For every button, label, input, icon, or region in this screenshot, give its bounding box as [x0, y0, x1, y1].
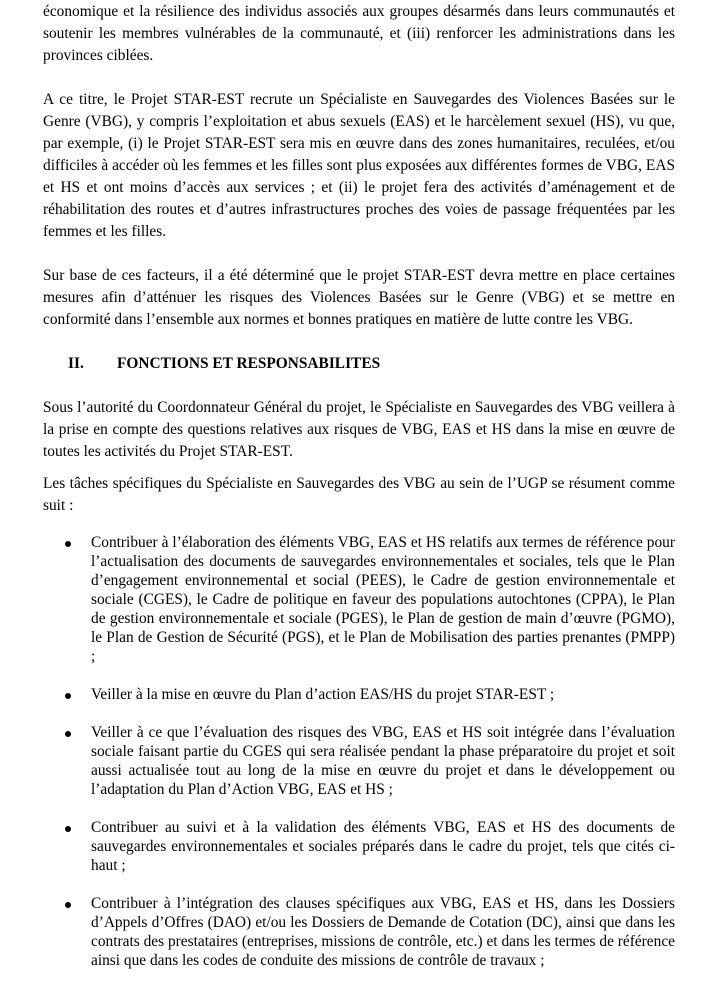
tasks-list: [43, 533, 675, 970]
list-item: [43, 533, 675, 666]
authority-paragraph: Sous l’autorité du Coordonnateur Général du projet, le Spécialiste en Sauvegardes des VBG veillera à la prise en compte des questions relatives aux risques de VBG, EAS et HS dans la mise en œuvre de toutes les activités du Projet STAR-EST.: [43, 399, 675, 460]
bullet-icon: [65, 541, 71, 547]
list-item: [43, 723, 675, 799]
list-item-text: Contribuer à l’intégration des clauses spécifiques aux VBG, EAS et HS, dans les Dossiers d’Appels d’Offres (DAO) et/ou les Dossiers de Demande de Cotation (DC), ainsi que dans les contrats des prestataires (entreprises, missions de contrôle, etc.) et dans les termes de référence ainsi que dans les codes de conduite des missions de contrôle de travaux ;: [91, 895, 675, 969]
list-item: [43, 685, 675, 704]
section-heading: [43, 353, 675, 375]
measures-paragraph: Sur base de ces facteurs, il a été déterminé que le projet STAR-EST devra mettre en place certaines mesures afin d’atténuer les risques des Violences Basées sur le Genre (VBG) et se mettre en conformité dans l’ensemble aux normes et bonnes pratiques en matière de lutte contre les VBG.: [43, 267, 675, 328]
list-item: [43, 818, 675, 875]
list-item-text: Contribuer à l’élaboration des éléments VBG, EAS et HS relatifs aux termes de référence pour l’actualisation des documents de sauvegardes environnementales et sociales, tels que le Plan d’engagement environnemental et social (PEES), le Cadre de gestion environnementale et sociale (CGES), le Cadre de politique en faveur des populations autochtones (CPPA), le Plan de gestion environnementale et sociale (PGES), le Plan de gestion de main d’œuvre (PGMO), le Plan de Gestion de Sécurité (PGS), et le Plan de Mobilisation des parties prenantes (PMPP) ;: [91, 534, 675, 665]
intro-continuation-paragraph: économique et la résilience des individus associés aux groupes désarmés dans leurs communautés et soutenir les membres vulnérables de la communauté, et (iii) renforcer les administrations dans les provinces ciblées.: [43, 3, 675, 64]
recruitment-paragraph: A ce titre, le Projet STAR-EST recrute un Spécialiste en Sauvegardes des Violences Basées sur le Genre (VBG), y compris l’exploitation et abus sexuels (EAS) et le harcèlement sexuel (HS), vu que, par exemple, (i) le Projet STAR-EST sera mis en œuvre dans des zones humanitaires, reculées, et/ou difficiles à accéder où les femmes et les filles sont plus exposées aux différentes formes de VBG, EAS et HS et ont moins d’accès aux services ; et (ii) le projet fera des activités d’aménagement et de réhabilitation des routes et d’autres infrastructures proches des voies de passage fréquentées par les femmes et les filles.: [43, 91, 675, 240]
list-item-text: Veiller à ce que l’évaluation des risques des VBG, EAS et HS soit intégrée dans l’évaluation sociale faisant partie du CGES qui sera réalisée pendant la phase préparatoire du projet et soit aussi actualisée tout au long de la mise en œuvre du projet et dans le développement ou l’adaptation du Plan d’Action VBG, EAS et HS ;: [91, 724, 675, 798]
tasks-intro-paragraph: Les tâches spécifiques du Spécialiste en Sauvegardes des VBG au sein de l’UGP se résument comme suit :: [43, 475, 675, 514]
section-number: II.: [68, 355, 84, 372]
document-page: [43, 1, 675, 989]
bullet-icon: [65, 902, 71, 908]
bullet-icon: [65, 693, 71, 699]
list-item-text: Veiller à la mise en œuvre du Plan d’action EAS/HS du projet STAR-EST ;: [91, 686, 555, 703]
list-item: [43, 894, 675, 970]
bullet-icon: [65, 826, 71, 832]
list-item-text: Contribuer au suivi et à la validation des éléments VBG, EAS et HS des documents de sauvegardes environnementales et sociales préparés dans le cadre du projet, tels que cités ci-haut ;: [91, 819, 675, 874]
section-title: FONCTIONS ET RESPONSABILITES: [117, 355, 381, 372]
bullet-icon: [65, 731, 71, 737]
